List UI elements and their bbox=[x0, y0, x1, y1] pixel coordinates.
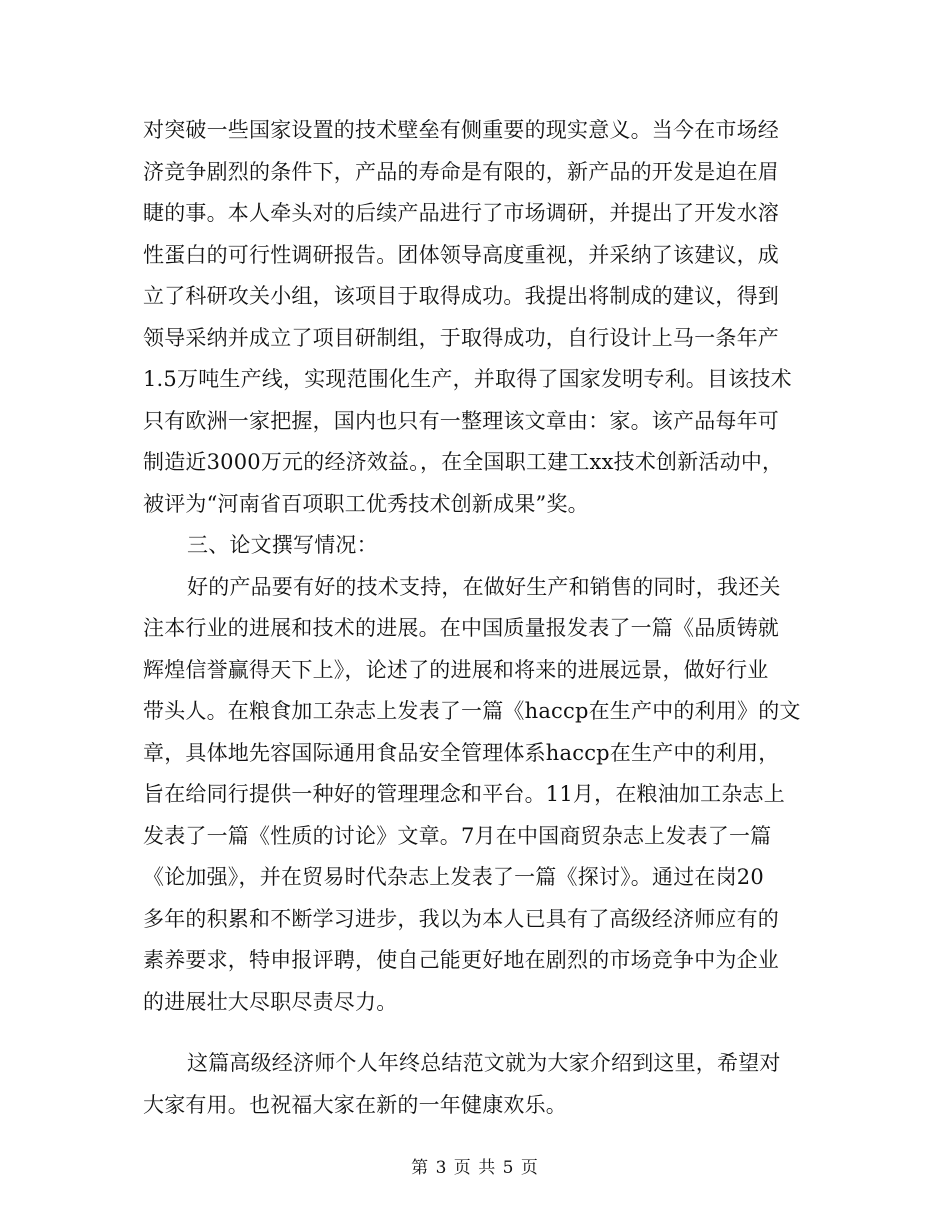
text-line: 性蛋白的可行性调研报告。团体领导高度重视，并采纳了该建议，成 bbox=[143, 242, 779, 267]
text-line: 发表了一篇《性质的讨论》文章。7月在中国商贸杂志上发表了一篇 bbox=[143, 823, 772, 848]
text-line: 的进展壮大尽职尽责尽力。 bbox=[143, 989, 398, 1014]
text-line: 《论加强》，并在贸易时代杂志上发表了一篇《探讨》。通过在岗20 bbox=[143, 865, 764, 889]
text-line: 大家有用。也祝福大家在新的一年健康欢乐。 bbox=[143, 1092, 567, 1117]
text-line: 制造近3000万元的经济效益。，在全国职工建工xx技术创新活动中， bbox=[143, 450, 784, 474]
text-line: 章，具体地先容国际通用食品安全管理体系haccp在生产中的利用， bbox=[143, 740, 780, 765]
text-line: 被评为“河南省百项职工优秀技术创新成果”奖。 bbox=[143, 491, 589, 516]
body-text bbox=[143, 110, 813, 1126]
text-line: 这篇高级经济师个人年终总结范文就为大家介绍到这里，希望对 bbox=[187, 1051, 781, 1075]
text-line: 素养要求，特申报评聘，使自己能更好地在剧烈的市场竞争中为企业 bbox=[143, 948, 779, 972]
page-footer: 第 3 页 共 5 页 bbox=[411, 1158, 539, 1178]
text-line: 对突破一些国家设置的技术壁垒有侧重要的现实意义。当今在市场经 bbox=[143, 118, 779, 142]
text-line: 好的产品要有好的技术支持，在做好生产和销售的同时，我还关 bbox=[187, 574, 781, 599]
text-line: 注本行业的进展和技术的进展。在中国质量报发表了一篇《品质铸就 bbox=[143, 616, 779, 640]
text-line: 睫的事。本人牵头对的后续产品进行了市场调研，并提出了开发水溶 bbox=[143, 201, 779, 225]
paragraph-gap bbox=[143, 1023, 813, 1043]
text-line: 1.5万吨生产线，实现范围化生产，并取得了国家发明专利。目该技术 bbox=[143, 367, 792, 391]
text-line: 辉煌信誉赢得天下上》，论述了的进展和将来的进展远景，做好行业 bbox=[143, 657, 769, 682]
text-line: 济竞争剧烈的条件下，产品的寿命是有限的，新产品的开发是迫在眉 bbox=[143, 159, 779, 184]
text-line: 领导采纳并成立了项目研制组，于取得成功，自行设计上马一条年产 bbox=[143, 325, 779, 350]
text-line: 多年的积累和不断学习进步，我以为本人已具有了高级经济师应有的 bbox=[143, 906, 779, 931]
text-line: 带头人。在粮食加工杂志上发表了一篇《haccp在生产中的利用》的文 bbox=[143, 699, 801, 723]
text-line: 立了科研攻关小组，该项目于取得成功。我提出将制成的建议，得到 bbox=[143, 284, 779, 308]
text-line: 旨在给同行提供一种好的管理理念和平台。11月，在粮油加工杂志上 bbox=[143, 782, 785, 806]
text-line: 只有欧洲一家把握，国内也只有一整理该文章由：家。该产品每年可 bbox=[143, 408, 779, 433]
text-line: 三、论文撰写情况： bbox=[187, 533, 378, 557]
